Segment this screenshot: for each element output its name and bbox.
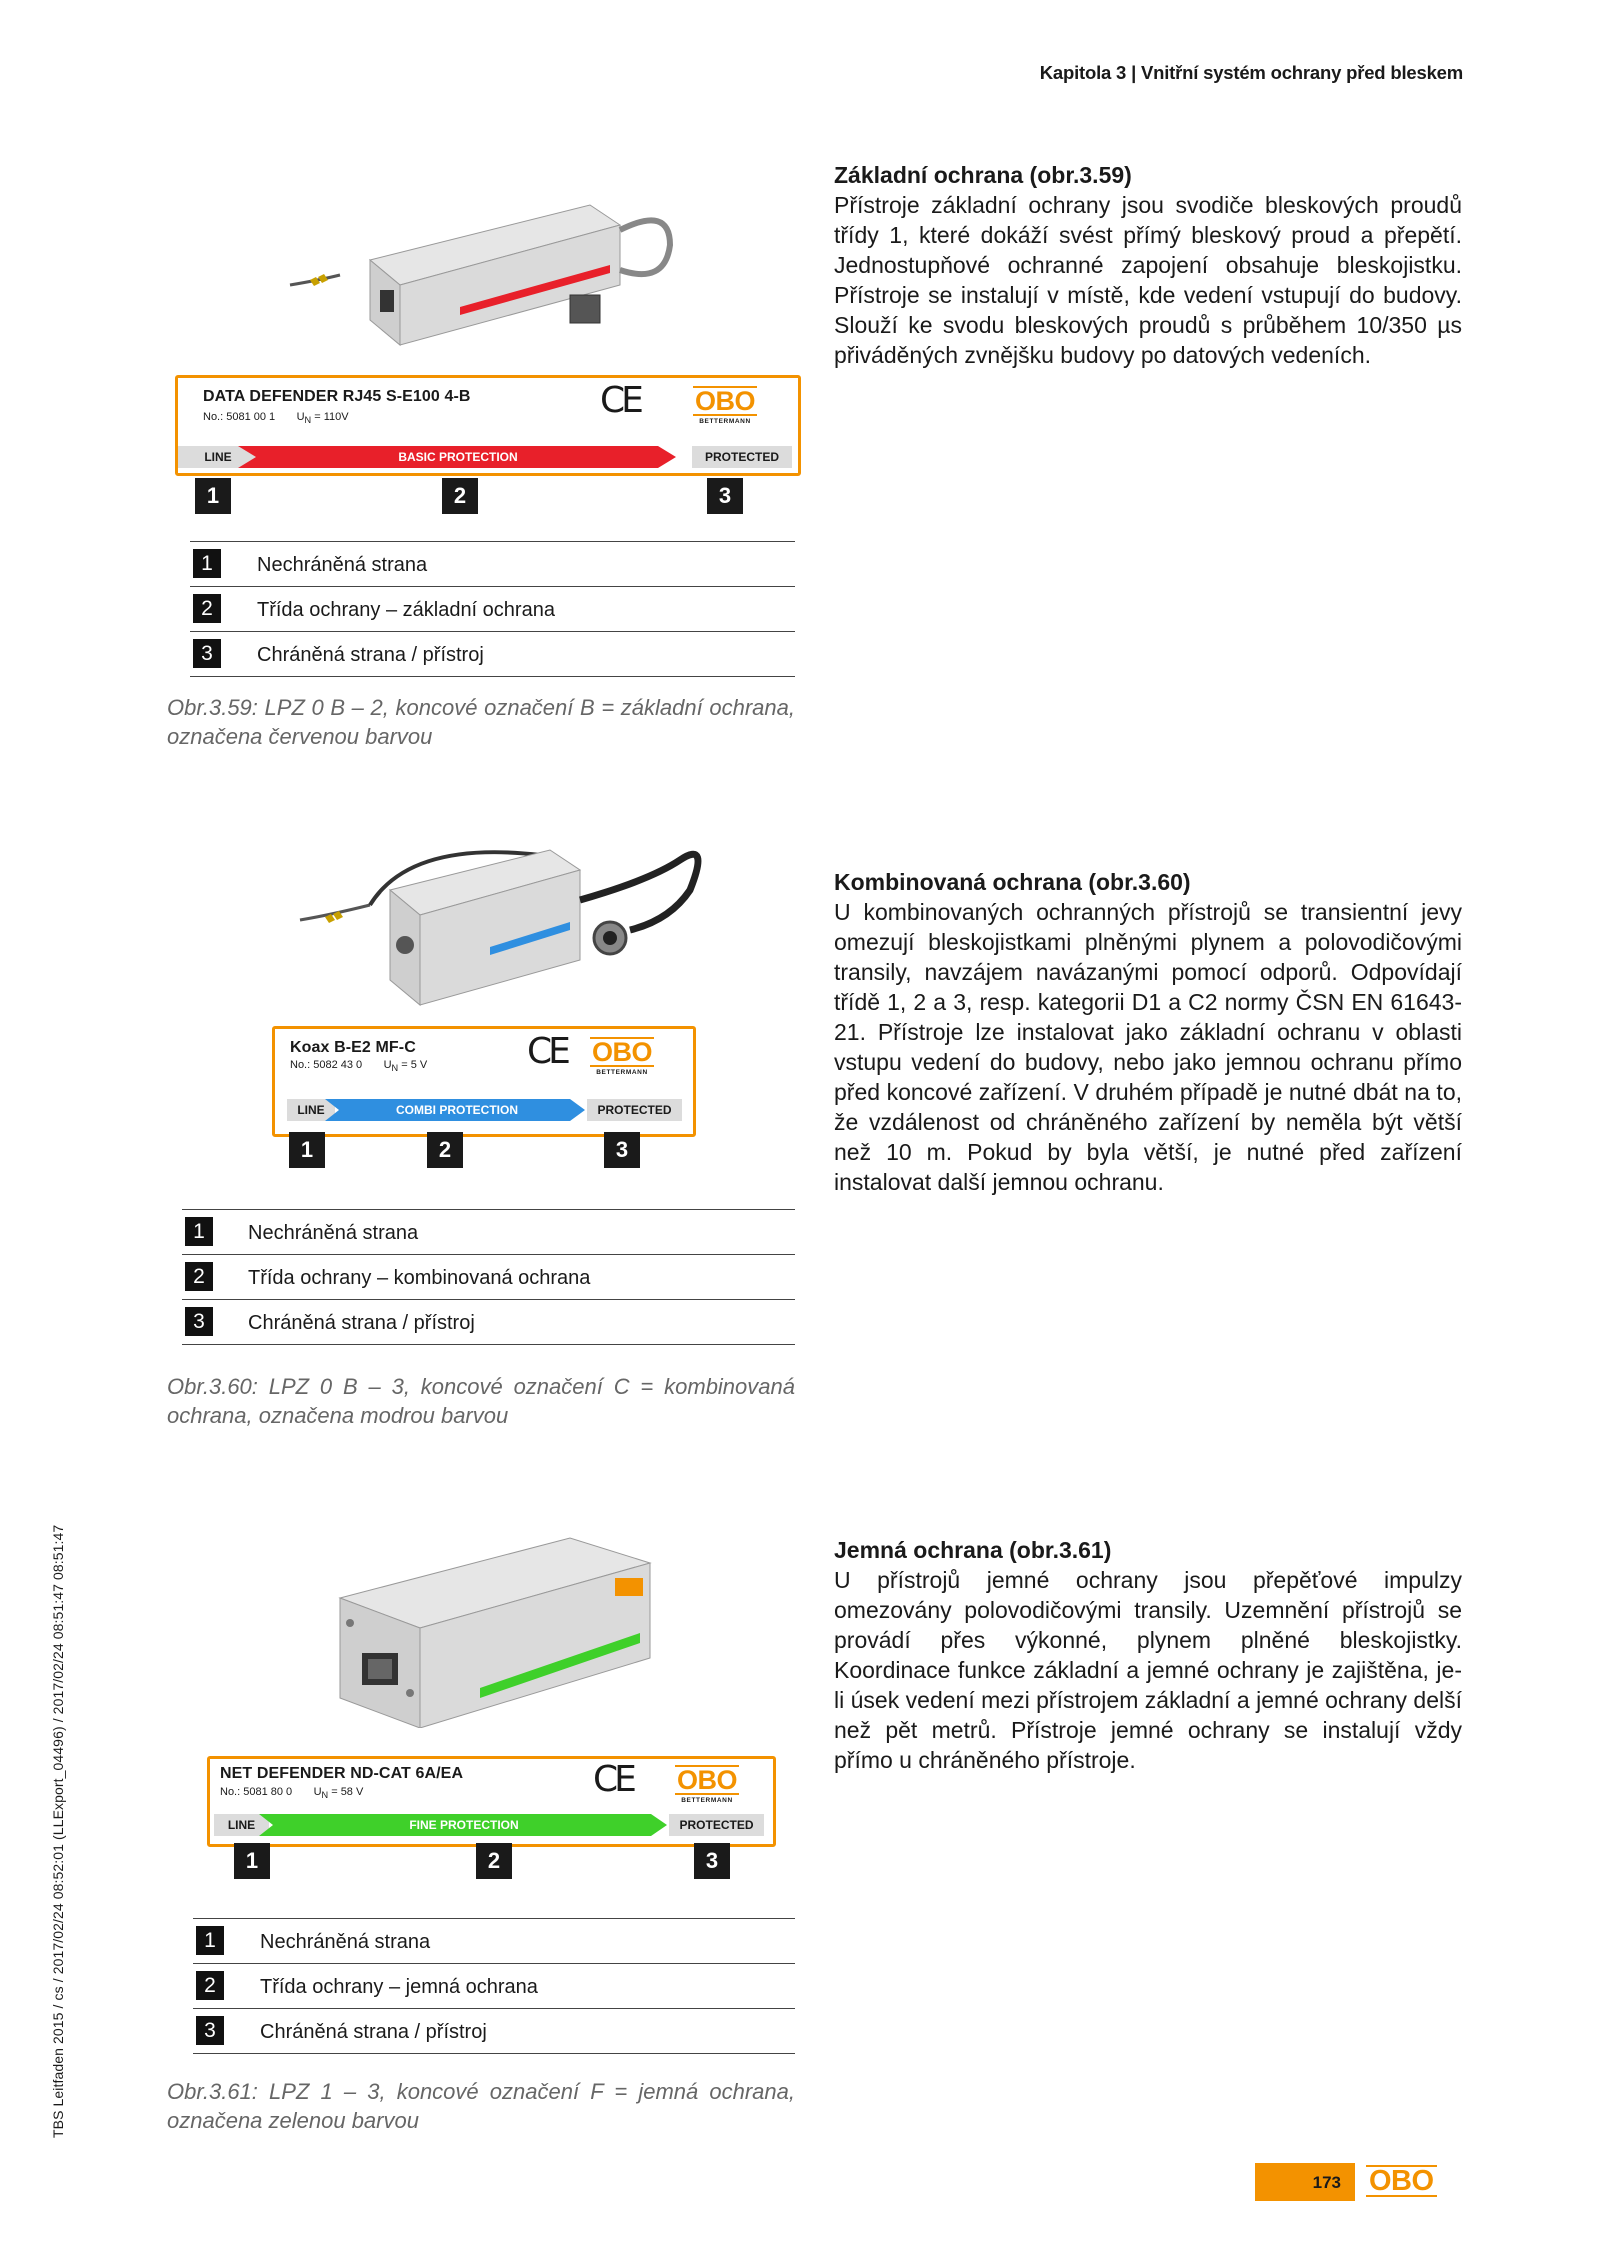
product-name: DATA DEFENDER RJ45 S-E100 4-B [203,388,471,405]
section-basic-protection [834,160,1462,370]
bar-line-label: LINE [287,1099,335,1121]
bar-protected-label: PROTECTED [587,1099,682,1121]
page-header: Kapitola 3 | Vnitřní systém ochrany před bleskem [1039,62,1463,83]
side-print-info: TBS Leitfaden 2015 / cs / 2017/02/24 08:52:01 (LLExport_04496) / 2017/02/24 08:51:47 08:51:47 [50,1524,66,2138]
protection-bar [214,1814,767,1836]
section-heading: Základní ochrana (obr.3.59) [834,162,1132,188]
obo-logo: OBO BETTERMANN [592,1037,653,1076]
section-text: Přístroje základní ochrany jsou svodiče bleskových proudů třídy 1, které dokáží svést přímý bleskový proud a přepětí. Jednostupňové ochranné zapojení obsahuje bleskojistku. Přístroje se instalují v místě, kde vedení vstupují do budovy. Slouží ke svodu bleskových proudů s průběhem 10/350 µs přiváděných zvnějšku budovy po datových vedeních. [834,192,1462,368]
label-card [207,1756,776,1847]
product-name: NET DEFENDER ND-CAT 6A/EA [220,1765,464,1782]
bar-line-label: LINE [178,446,258,468]
bar-mid-label: COMBI PROTECTION [396,1103,518,1117]
legend-row: 2 Třída ochrany – kombinovaná ochrana [182,1255,795,1300]
bar-line-label: LINE [214,1814,269,1836]
obo-logo: OBO BETTERMANN [695,386,756,425]
product-number: No.: 5081 80 0 $U_N = 58$ V [220,1786,364,1801]
marker-1: 1 [195,478,231,514]
ce-mark: CE [527,1031,567,1072]
section-heading: Jemná ochrana (obr.3.61) [834,1537,1112,1563]
legend-row: 2 Třída ochrany – jemná ochrana [193,1964,795,2009]
marker-3: 3 [694,1843,730,1879]
legend-table [190,541,795,677]
legend-row: 3 Chráněná strana / přístroj [182,1300,795,1345]
section-heading: Kombinovaná ochrana (obr.3.60) [834,869,1191,895]
product-number: No.: 5082 43 0 $U_N = 5$ V [290,1059,428,1074]
marker-2: 2 [476,1843,512,1879]
legend-table [182,1209,795,1345]
obo-logo: OBO BETTERMANN [677,1765,738,1804]
bar-protected-label: PROTECTED [692,446,792,468]
marker-2: 2 [442,478,478,514]
marker-1: 1 [234,1843,270,1879]
marker-2: 2 [427,1132,463,1168]
bar-protected-label: PROTECTED [669,1814,764,1836]
marker-1: 1 [289,1132,325,1168]
bar-mid-label: FINE PROTECTION [409,1818,519,1832]
marker-3: 3 [707,478,743,514]
koax-device-image [290,830,710,1010]
section-fine-protection [834,1535,1462,1775]
figure-caption: Obr.3.61: LPZ 1 – 3, koncové označení F = jemná ochrana, označena zelenou barvou [167,2079,795,2133]
ce-mark: CE [593,1759,633,1800]
label-card [175,375,801,476]
section-text: U přístrojů jemné ochrany jsou přepěťové impulzy omezovány polovodičovými transily. Uzemnění přístrojů se provádí přes výkonné, plynem plněné bleskojistky. Koordinace funkce základní a jemné ochrany je zajištěna, je-li úsek vedení mezi přístrojem základní a jemné ochrany delší než pět metrů. Přístroje jemné ochrany se instalují vždy přímo u chráněného přístroje. [834,1567,1462,1773]
marker-3: 3 [604,1132,640,1168]
legend-row: 1 Nechráněná strana [190,541,795,587]
page-number-box [1255,2163,1355,2201]
data-defender-device-image [280,185,680,350]
legend-row: 1 Nechráněná strana [182,1209,795,1255]
legend-row: 2 Třída ochrany – základní ochrana [190,587,795,632]
section-combi-protection [834,867,1462,1197]
net-defender-device-image [320,1528,680,1728]
legend-row: 3 Chráněná strana / přístroj [190,632,795,677]
page-number: 173 [1312,2173,1341,2192]
legend-table [193,1918,795,2054]
protection-bar [287,1099,687,1121]
footer-obo-logo: OBO [1366,2165,1437,2197]
legend-row: 3 Chráněná strana / přístroj [193,2009,795,2054]
figure-caption: Obr.3.59: LPZ 0 B – 2, koncové označení B = základní ochrana, označena červenou barvou [167,695,795,749]
product-name: Koax B-E2 MF-C [290,1039,416,1056]
legend-row: 1 Nechráněná strana [193,1918,795,1964]
ce-mark: CE [600,380,640,421]
bar-mid-label: BASIC PROTECTION [398,450,518,464]
figure-caption: Obr.3.60: LPZ 0 B – 3, koncové označení C = kombinovaná ochrana, označena modrou barvou [167,1374,795,1428]
product-number: No.: 5081 00 1 $U_N = 110V$ [203,411,349,426]
protection-bar [178,446,798,468]
label-card [272,1026,696,1137]
section-text: U kombinovaných ochranných přístrojů se transientní jevy omezují bleskojistkami plněnými plynem a polovodičovými transily, navzájem navázanými pomocí odporů. Odpovídají třídě 1, 2 a 3, resp. kategorii D1 a C2 normy ČSN EN 61643-21. Přístroje lze instalovat jako základní ochranu v oblasti vstupu vedení do budovy, nebo jako jemnou ochranu přímo před koncové zařízení. V druhém případě je nutné dbát na to, že vzdálenost od chráněného zařízení by neměla být větší než 10 m. Pokud by byla větší, je nutné před zařízení instalovat další jemnou ochranu. [834,899,1462,1195]
